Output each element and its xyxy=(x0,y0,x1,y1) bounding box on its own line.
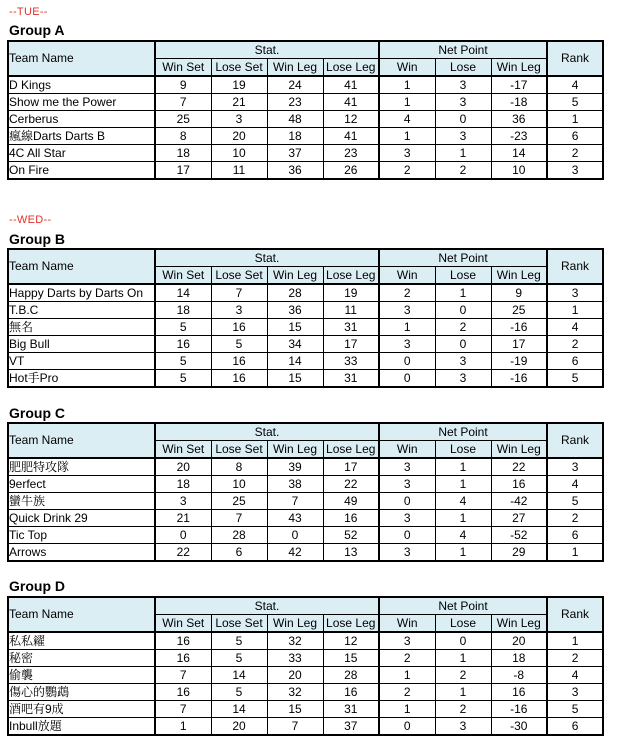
win-set-header: Win Set xyxy=(155,267,211,285)
net-lose-cell: 3 xyxy=(435,128,491,145)
lose-leg-cell: 12 xyxy=(323,111,379,128)
rank-cell: 2 xyxy=(547,510,603,527)
stat-header: Stat. xyxy=(155,423,379,441)
win-leg-cell: 15 xyxy=(267,701,323,718)
net-lose-cell: 1 xyxy=(435,510,491,527)
net-win-cell: 2 xyxy=(379,684,435,701)
win-leg-cell: 18 xyxy=(267,128,323,145)
net-win-leg-cell: 17 xyxy=(491,336,547,353)
win-set-cell: 3 xyxy=(155,493,211,510)
team-name-cell: 偷襲 xyxy=(8,667,155,684)
lose-set-cell: 8 xyxy=(211,458,267,476)
table-row xyxy=(8,667,603,684)
win-set-cell: 8 xyxy=(155,128,211,145)
rank-cell: 1 xyxy=(547,111,603,128)
net-win-leg-header: Win Leg xyxy=(491,441,547,459)
net-win-leg-cell: -16 xyxy=(491,319,547,336)
rank-cell: 1 xyxy=(547,302,603,319)
lose-set-cell: 16 xyxy=(211,370,267,388)
win-header: Win xyxy=(379,267,435,285)
team-name-header: Team Name xyxy=(8,597,155,632)
net-win-cell: 2 xyxy=(379,284,435,302)
net-lose-cell: 0 xyxy=(435,302,491,319)
win-set-cell: 16 xyxy=(155,684,211,701)
net-win-leg-cell: 10 xyxy=(491,162,547,180)
net-win-cell: 1 xyxy=(379,94,435,111)
net-win-leg-header: Win Leg xyxy=(491,615,547,633)
lose-leg-cell: 41 xyxy=(323,128,379,145)
win-set-cell: 9 xyxy=(155,76,211,94)
rank-cell: 5 xyxy=(547,493,603,510)
lose-leg-cell: 33 xyxy=(323,353,379,370)
net-win-cell: 1 xyxy=(379,667,435,684)
net-lose-cell: 2 xyxy=(435,701,491,718)
net-win-leg-cell: -18 xyxy=(491,94,547,111)
win-leg-cell: 43 xyxy=(267,510,323,527)
lose-leg-header: Lose Leg xyxy=(323,267,379,285)
rank-cell: 6 xyxy=(547,353,603,370)
net-lose-cell: 1 xyxy=(435,684,491,701)
lose-leg-cell: 37 xyxy=(323,718,379,736)
win-leg-header: Win Leg xyxy=(267,615,323,633)
rank-cell: 6 xyxy=(547,128,603,145)
lose-leg-cell: 41 xyxy=(323,76,379,94)
lose-leg-header: Lose Leg xyxy=(323,59,379,77)
net-win-leg-cell: -42 xyxy=(491,493,547,510)
lose-set-cell: 14 xyxy=(211,701,267,718)
lose-set-cell: 16 xyxy=(211,319,267,336)
net-win-cell: 1 xyxy=(379,701,435,718)
table-row xyxy=(8,632,603,650)
lose-set-cell: 19 xyxy=(211,76,267,94)
net-win-leg-cell: 9 xyxy=(491,284,547,302)
net-win-cell: 0 xyxy=(379,718,435,736)
rank-cell: 6 xyxy=(547,527,603,544)
net-win-leg-cell: 14 xyxy=(491,145,547,162)
lose-leg-cell: 11 xyxy=(323,302,379,319)
net-win-leg-cell: 36 xyxy=(491,111,547,128)
table-row xyxy=(8,162,603,180)
lose-leg-cell: 31 xyxy=(323,701,379,718)
lose-leg-cell: 12 xyxy=(323,632,379,650)
lose-leg-cell: 52 xyxy=(323,527,379,544)
win-set-cell: 18 xyxy=(155,302,211,319)
lose-set-header: Lose Set xyxy=(211,441,267,459)
group-a-table xyxy=(7,40,604,180)
team-name-cell: 秘密 xyxy=(8,650,155,667)
lose-set-cell: 6 xyxy=(211,544,267,562)
table-row xyxy=(8,111,603,128)
net-lose-cell: 4 xyxy=(435,527,491,544)
team-name-cell: Happy Darts by Darts On xyxy=(8,284,155,302)
net-win-leg-cell: -23 xyxy=(491,128,547,145)
win-set-cell: 16 xyxy=(155,632,211,650)
win-leg-cell: 32 xyxy=(267,684,323,701)
lose-leg-cell: 16 xyxy=(323,510,379,527)
team-name-cell: Cerberus xyxy=(8,111,155,128)
lose-set-cell: 20 xyxy=(211,718,267,736)
win-leg-header: Win Leg xyxy=(267,267,323,285)
lose-set-cell: 5 xyxy=(211,336,267,353)
group-a-title: Group A xyxy=(9,22,65,38)
table-row xyxy=(8,476,603,493)
team-name-cell: 瘋線Darts Darts B xyxy=(8,128,155,145)
lose-set-cell: 5 xyxy=(211,632,267,650)
net-win-leg-cell: 16 xyxy=(491,476,547,493)
win-leg-cell: 0 xyxy=(267,527,323,544)
net-lose-cell: 3 xyxy=(435,353,491,370)
win-set-header: Win Set xyxy=(155,59,211,77)
team-name-header: Team Name xyxy=(8,41,155,76)
win-set-cell: 7 xyxy=(155,667,211,684)
lose-leg-cell: 16 xyxy=(323,684,379,701)
team-name-header: Team Name xyxy=(8,249,155,284)
table-row xyxy=(8,493,603,510)
net-win-cell: 3 xyxy=(379,145,435,162)
team-name-cell: 酒吧有9成 xyxy=(8,701,155,718)
win-leg-cell: 36 xyxy=(267,302,323,319)
stat-header: Stat. xyxy=(155,597,379,615)
rank-cell: 4 xyxy=(547,476,603,493)
lose-leg-cell: 41 xyxy=(323,94,379,111)
win-leg-cell: 7 xyxy=(267,718,323,736)
net-win-cell: 3 xyxy=(379,476,435,493)
win-set-cell: 5 xyxy=(155,319,211,336)
rank-cell: 3 xyxy=(547,684,603,701)
rank-cell: 3 xyxy=(547,284,603,302)
lose-set-cell: 11 xyxy=(211,162,267,180)
rank-header: Rank xyxy=(547,249,603,284)
win-set-cell: 18 xyxy=(155,145,211,162)
lose-set-cell: 14 xyxy=(211,667,267,684)
net-lose-cell: 2 xyxy=(435,162,491,180)
lose-set-cell: 28 xyxy=(211,527,267,544)
group-b-title: Group B xyxy=(9,231,65,247)
team-name-cell: 傷心的鸚鵡 xyxy=(8,684,155,701)
net-win-cell: 1 xyxy=(379,128,435,145)
team-name-cell: 肥肥特攻隊 xyxy=(8,458,155,476)
net-win-leg-header: Win Leg xyxy=(491,267,547,285)
net-win-cell: 0 xyxy=(379,353,435,370)
net-point-header: Net Point xyxy=(379,41,547,59)
net-win-leg-cell: -8 xyxy=(491,667,547,684)
rank-cell: 3 xyxy=(547,162,603,180)
lose-leg-cell: 22 xyxy=(323,476,379,493)
win-set-header: Win Set xyxy=(155,441,211,459)
lose-leg-cell: 17 xyxy=(323,458,379,476)
win-leg-cell: 36 xyxy=(267,162,323,180)
net-lose-cell: 3 xyxy=(435,370,491,388)
win-set-header: Win Set xyxy=(155,615,211,633)
net-lose-cell: 1 xyxy=(435,476,491,493)
table-row xyxy=(8,336,603,353)
win-leg-cell: 38 xyxy=(267,476,323,493)
lose-set-cell: 16 xyxy=(211,353,267,370)
team-name-cell: T.B.C xyxy=(8,302,155,319)
win-set-cell: 21 xyxy=(155,510,211,527)
net-win-leg-cell: -16 xyxy=(491,701,547,718)
win-leg-cell: 15 xyxy=(267,370,323,388)
lose-set-header: Lose Set xyxy=(211,59,267,77)
win-set-cell: 1 xyxy=(155,718,211,736)
rank-cell: 4 xyxy=(547,667,603,684)
net-win-cell: 3 xyxy=(379,458,435,476)
table-row xyxy=(8,650,603,667)
net-win-leg-cell: 22 xyxy=(491,458,547,476)
win-leg-cell: 37 xyxy=(267,145,323,162)
lose-set-cell: 21 xyxy=(211,94,267,111)
team-name-cell: 4C All Star xyxy=(8,145,155,162)
table-row xyxy=(8,718,603,736)
lose-set-cell: 7 xyxy=(211,510,267,527)
table-row xyxy=(8,370,603,388)
net-lose-cell: 2 xyxy=(435,667,491,684)
net-win-cell: 0 xyxy=(379,370,435,388)
net-lose-cell: 3 xyxy=(435,94,491,111)
lose-leg-cell: 31 xyxy=(323,319,379,336)
table-row xyxy=(8,527,603,544)
net-win-leg-cell: 27 xyxy=(491,510,547,527)
net-point-header: Net Point xyxy=(379,423,547,441)
net-win-leg-cell: 18 xyxy=(491,650,547,667)
lose-set-header: Lose Set xyxy=(211,267,267,285)
group-d-title: Group D xyxy=(9,578,65,594)
rank-cell: 4 xyxy=(547,76,603,94)
win-leg-cell: 23 xyxy=(267,94,323,111)
lose-leg-cell: 49 xyxy=(323,493,379,510)
net-point-header: Net Point xyxy=(379,249,547,267)
win-leg-header: Win Leg xyxy=(267,59,323,77)
lose-set-cell: 5 xyxy=(211,650,267,667)
net-win-leg-cell: -30 xyxy=(491,718,547,736)
net-win-cell: 1 xyxy=(379,76,435,94)
lose-leg-cell: 13 xyxy=(323,544,379,562)
team-name-cell: Inbull放題 xyxy=(8,718,155,736)
net-lose-cell: 1 xyxy=(435,650,491,667)
team-name-cell: VT xyxy=(8,353,155,370)
table-row xyxy=(8,684,603,701)
lose-header: Lose xyxy=(435,615,491,633)
lose-leg-cell: 31 xyxy=(323,370,379,388)
team-name-cell: 蠻牛族 xyxy=(8,493,155,510)
team-name-cell: Show me the Power xyxy=(8,94,155,111)
lose-header: Lose xyxy=(435,59,491,77)
table-row xyxy=(8,544,603,562)
rank-cell: 1 xyxy=(547,544,603,562)
lose-set-cell: 7 xyxy=(211,284,267,302)
win-set-cell: 16 xyxy=(155,336,211,353)
net-lose-cell: 0 xyxy=(435,632,491,650)
lose-leg-header: Lose Leg xyxy=(323,615,379,633)
team-name-cell: 無名 xyxy=(8,319,155,336)
rank-cell: 2 xyxy=(547,336,603,353)
net-win-cell: 0 xyxy=(379,493,435,510)
net-win-leg-cell: 25 xyxy=(491,302,547,319)
win-header: Win xyxy=(379,615,435,633)
rank-cell: 4 xyxy=(547,319,603,336)
net-lose-cell: 1 xyxy=(435,458,491,476)
net-win-leg-cell: 16 xyxy=(491,684,547,701)
win-leg-cell: 33 xyxy=(267,650,323,667)
rank-header: Rank xyxy=(547,423,603,458)
table-row xyxy=(8,76,603,94)
win-set-cell: 5 xyxy=(155,370,211,388)
table-row xyxy=(8,353,603,370)
table-row xyxy=(8,458,603,476)
lose-leg-cell: 23 xyxy=(323,145,379,162)
lose-leg-cell: 19 xyxy=(323,284,379,302)
win-leg-cell: 28 xyxy=(267,284,323,302)
win-leg-cell: 42 xyxy=(267,544,323,562)
lose-set-cell: 3 xyxy=(211,111,267,128)
lose-leg-cell: 26 xyxy=(323,162,379,180)
rank-cell: 6 xyxy=(547,718,603,736)
lose-set-cell: 20 xyxy=(211,128,267,145)
rank-cell: 5 xyxy=(547,701,603,718)
lose-leg-header: Lose Leg xyxy=(323,441,379,459)
win-set-cell: 25 xyxy=(155,111,211,128)
net-win-leg-cell: -52 xyxy=(491,527,547,544)
team-name-cell: Arrows xyxy=(8,544,155,562)
group-b-table xyxy=(7,248,604,388)
net-win-cell: 2 xyxy=(379,650,435,667)
win-leg-cell: 48 xyxy=(267,111,323,128)
win-set-cell: 7 xyxy=(155,701,211,718)
lose-header: Lose xyxy=(435,267,491,285)
rank-header: Rank xyxy=(547,597,603,632)
day-label-tue: --TUE-- xyxy=(9,6,48,18)
win-leg-cell: 20 xyxy=(267,667,323,684)
lose-set-cell: 3 xyxy=(211,302,267,319)
win-set-cell: 0 xyxy=(155,527,211,544)
win-set-cell: 17 xyxy=(155,162,211,180)
win-leg-header: Win Leg xyxy=(267,441,323,459)
net-win-cell: 2 xyxy=(379,162,435,180)
win-leg-cell: 15 xyxy=(267,319,323,336)
net-lose-cell: 0 xyxy=(435,111,491,128)
stat-header: Stat. xyxy=(155,249,379,267)
net-win-leg-cell: -16 xyxy=(491,370,547,388)
group-c-title: Group C xyxy=(9,405,65,421)
table-row xyxy=(8,510,603,527)
team-name-cell: On Fire xyxy=(8,162,155,180)
rank-cell: 2 xyxy=(547,145,603,162)
net-win-cell: 3 xyxy=(379,510,435,527)
lose-leg-cell: 15 xyxy=(323,650,379,667)
net-win-cell: 0 xyxy=(379,527,435,544)
net-lose-cell: 0 xyxy=(435,336,491,353)
day-label-wed: --WED-- xyxy=(9,214,52,226)
win-leg-cell: 34 xyxy=(267,336,323,353)
win-set-cell: 5 xyxy=(155,353,211,370)
team-name-cell: 9erfect xyxy=(8,476,155,493)
net-point-header: Net Point xyxy=(379,597,547,615)
group-d-table xyxy=(7,596,604,736)
net-win-leg-cell: 29 xyxy=(491,544,547,562)
net-lose-cell: 2 xyxy=(435,319,491,336)
net-win-cell: 3 xyxy=(379,632,435,650)
net-win-leg-cell: -17 xyxy=(491,76,547,94)
lose-set-header: Lose Set xyxy=(211,615,267,633)
net-win-cell: 3 xyxy=(379,336,435,353)
team-name-cell: Big Bull xyxy=(8,336,155,353)
team-name-cell: Quick Drink 29 xyxy=(8,510,155,527)
net-win-cell: 1 xyxy=(379,319,435,336)
rank-cell: 1 xyxy=(547,632,603,650)
team-name-cell: D Kings xyxy=(8,76,155,94)
win-leg-cell: 24 xyxy=(267,76,323,94)
win-header: Win xyxy=(379,59,435,77)
lose-set-cell: 5 xyxy=(211,684,267,701)
net-win-leg-cell: -19 xyxy=(491,353,547,370)
table-row xyxy=(8,319,603,336)
team-name-cell: 私私糴 xyxy=(8,632,155,650)
table-row xyxy=(8,94,603,111)
win-leg-cell: 14 xyxy=(267,353,323,370)
win-set-cell: 22 xyxy=(155,544,211,562)
rank-cell: 5 xyxy=(547,94,603,111)
lose-set-cell: 25 xyxy=(211,493,267,510)
net-lose-cell: 4 xyxy=(435,493,491,510)
net-win-cell: 3 xyxy=(379,544,435,562)
win-set-cell: 16 xyxy=(155,650,211,667)
net-lose-cell: 1 xyxy=(435,544,491,562)
lose-leg-cell: 17 xyxy=(323,336,379,353)
table-row xyxy=(8,302,603,319)
net-win-cell: 4 xyxy=(379,111,435,128)
group-c-table xyxy=(7,422,604,562)
lose-set-cell: 10 xyxy=(211,145,267,162)
win-set-cell: 14 xyxy=(155,284,211,302)
lose-set-cell: 10 xyxy=(211,476,267,493)
win-leg-cell: 32 xyxy=(267,632,323,650)
net-win-leg-header: Win Leg xyxy=(491,59,547,77)
win-set-cell: 20 xyxy=(155,458,211,476)
win-leg-cell: 7 xyxy=(267,493,323,510)
stat-header: Stat. xyxy=(155,41,379,59)
rank-cell: 2 xyxy=(547,650,603,667)
table-row xyxy=(8,145,603,162)
win-set-cell: 18 xyxy=(155,476,211,493)
lose-leg-cell: 28 xyxy=(323,667,379,684)
rank-cell: 3 xyxy=(547,458,603,476)
rank-header: Rank xyxy=(547,41,603,76)
net-lose-cell: 3 xyxy=(435,718,491,736)
net-lose-cell: 3 xyxy=(435,76,491,94)
net-win-cell: 3 xyxy=(379,302,435,319)
lose-header: Lose xyxy=(435,441,491,459)
win-header: Win xyxy=(379,441,435,459)
team-name-cell: Hot手Pro xyxy=(8,370,155,388)
win-leg-cell: 39 xyxy=(267,458,323,476)
net-lose-cell: 1 xyxy=(435,284,491,302)
table-row xyxy=(8,284,603,302)
table-row xyxy=(8,128,603,145)
net-win-leg-cell: 20 xyxy=(491,632,547,650)
team-name-header: Team Name xyxy=(8,423,155,458)
net-lose-cell: 1 xyxy=(435,145,491,162)
rank-cell: 5 xyxy=(547,370,603,388)
team-name-cell: Tic Top xyxy=(8,527,155,544)
table-row xyxy=(8,701,603,718)
win-set-cell: 7 xyxy=(155,94,211,111)
